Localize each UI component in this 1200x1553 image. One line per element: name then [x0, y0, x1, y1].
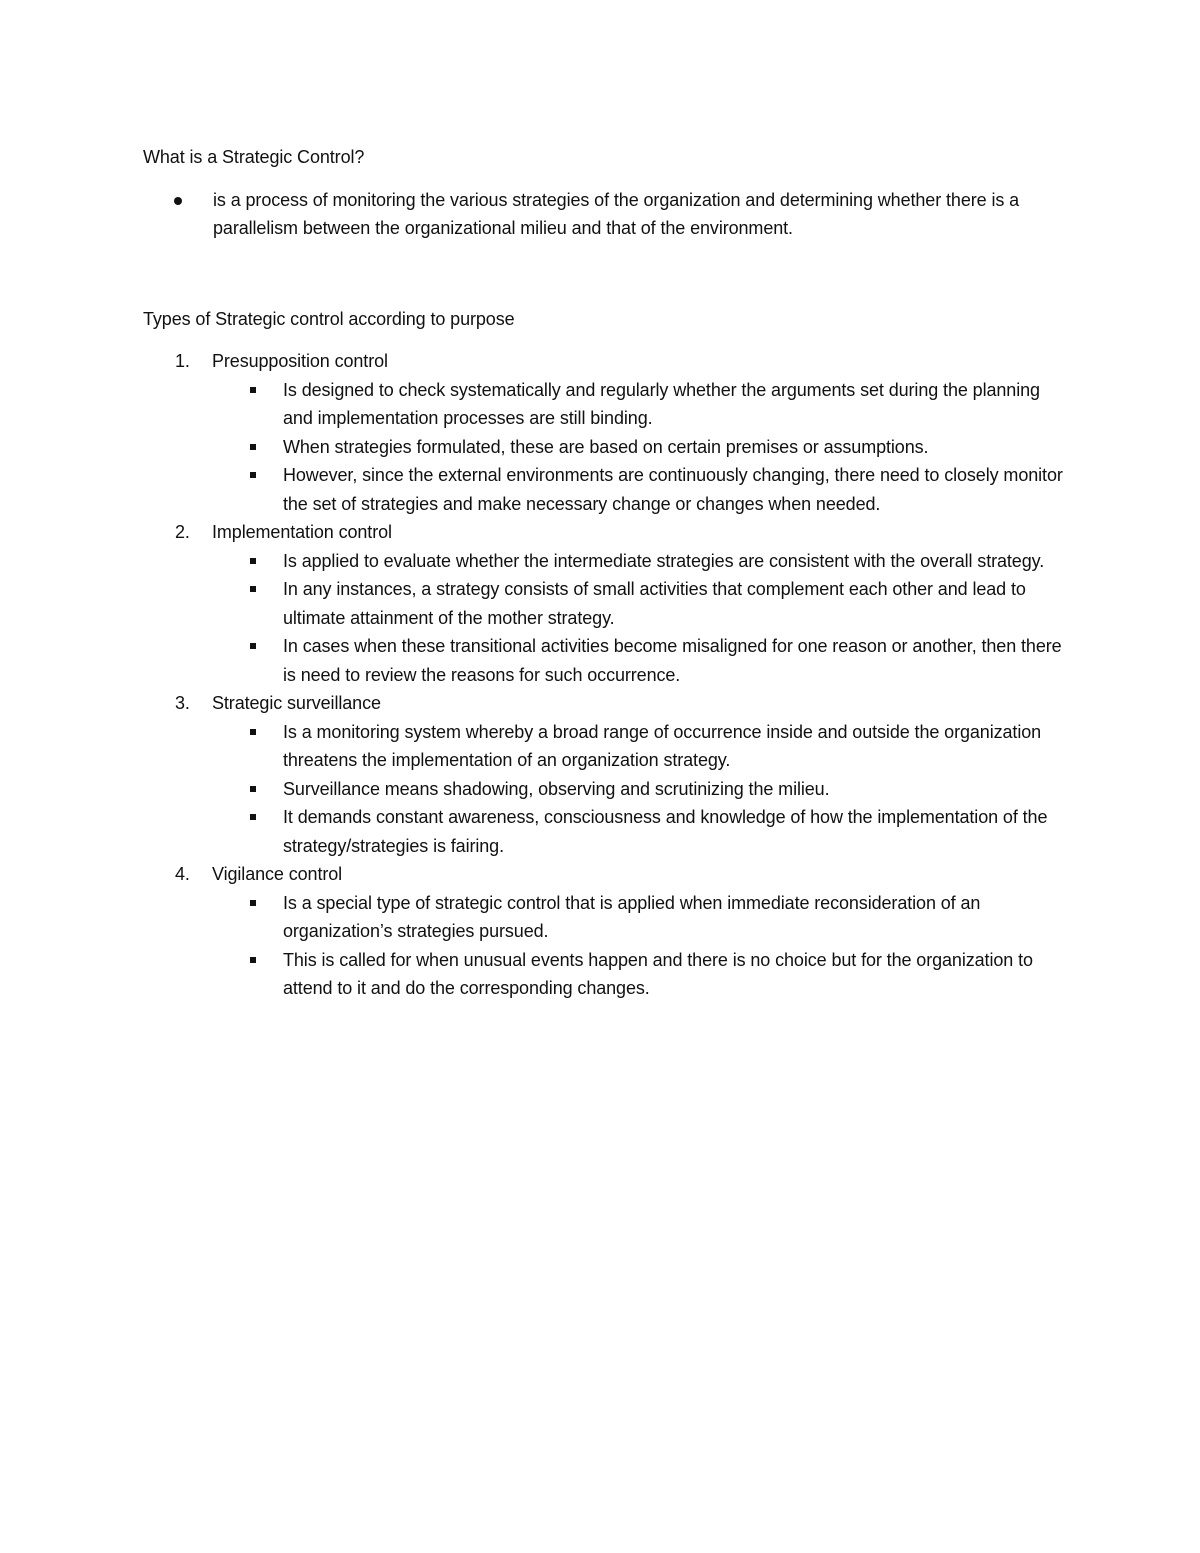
- list-item: [212, 575, 1063, 632]
- list-item: [212, 718, 1063, 775]
- list-item: [212, 461, 1063, 518]
- square-bullet-icon: [250, 729, 256, 735]
- type-number: 3.: [175, 693, 190, 713]
- point-text: Surveillance means shadowing, observing and scrutinizing the milieu.: [283, 778, 830, 799]
- square-bullet-icon: [250, 786, 256, 792]
- type-points: [212, 376, 1063, 519]
- bullet-dot-icon: [174, 197, 182, 205]
- type-points: [212, 889, 1063, 1003]
- type-item-surveillance: [143, 689, 1063, 860]
- square-bullet-icon: [250, 814, 256, 820]
- type-item-vigilance: [143, 860, 1063, 1003]
- point-text: This is called for when unusual events happen and there is no choice but for the organization to attend to it and do the corresponding changes.: [283, 949, 1033, 998]
- list-item: [212, 632, 1063, 689]
- square-bullet-icon: [250, 957, 256, 963]
- square-bullet-icon: [250, 586, 256, 592]
- list-item: [212, 376, 1063, 433]
- type-name: Presupposition control: [212, 351, 388, 371]
- square-bullet-icon: [250, 900, 256, 906]
- square-bullet-icon: [250, 387, 256, 393]
- page-title: What is a Strategic Control?: [143, 147, 365, 167]
- square-bullet-icon: [250, 558, 256, 564]
- point-text: Is designed to check systematically and regularly whether the arguments set during the planning and implementation processes are still binding.: [283, 379, 1040, 428]
- definition-text: is a process of monitoring the various strategies of the organization and determining whether there is a parallelism between the organizational milieu and that of the environment.: [213, 189, 1020, 238]
- type-points: [212, 547, 1063, 690]
- square-bullet-icon: [250, 444, 256, 450]
- point-text: When strategies formulated, these are based on certain premises or assumptions.: [283, 436, 929, 457]
- point-text: It demands constant awareness, consciousness and knowledge of how the implementation of the strategy/strategies is fairing.: [283, 807, 1048, 856]
- type-name: Vigilance control: [212, 864, 343, 884]
- types-heading: Types of Strategic control according to purpose: [143, 308, 515, 329]
- point-text: In any instances, a strategy consists of small activities that complement each other and lead to ultimate attainment of the mother strategy.: [283, 579, 1026, 628]
- list-item: [212, 946, 1063, 1003]
- list-item: [212, 775, 1063, 804]
- square-bullet-icon: [250, 472, 256, 478]
- types-list: [143, 347, 1063, 1003]
- point-text: However, since the external environments are continuously changing, there need to closely monitor the set of strategies and make necessary change or changes when needed.: [283, 465, 1063, 514]
- type-number: 1.: [175, 351, 190, 371]
- type-name: Implementation control: [212, 522, 392, 542]
- type-number: 4.: [175, 864, 190, 884]
- point-text: Is applied to evaluate whether the intermediate strategies are consistent with the overall strategy.: [283, 550, 1045, 571]
- square-bullet-icon: [250, 643, 256, 649]
- type-item-implementation: [143, 518, 1063, 689]
- type-name: Strategic surveillance: [212, 693, 381, 713]
- list-item: [212, 889, 1063, 946]
- type-number: 2.: [175, 522, 190, 542]
- point-text: In cases when these transitional activities become misaligned for one reason or another, then there is need to review the reasons for such occurrence.: [283, 636, 1062, 685]
- point-text: Is a monitoring system whereby a broad range of occurrence inside and outside the organization threatens the implementation of an organization strategy.: [283, 721, 1042, 770]
- point-text: Is a special type of strategic control that is applied when immediate reconsideration of an organization’s strategies pursued.: [283, 892, 981, 941]
- type-item-presupposition: [143, 347, 1063, 518]
- list-item: [212, 803, 1063, 860]
- document-body: [143, 143, 1063, 1003]
- definition-item: [143, 186, 1063, 243]
- list-item: [212, 433, 1063, 462]
- type-points: [212, 718, 1063, 861]
- section-spacer: [143, 243, 1063, 305]
- list-item: [212, 547, 1063, 576]
- definition-list: [143, 186, 1063, 243]
